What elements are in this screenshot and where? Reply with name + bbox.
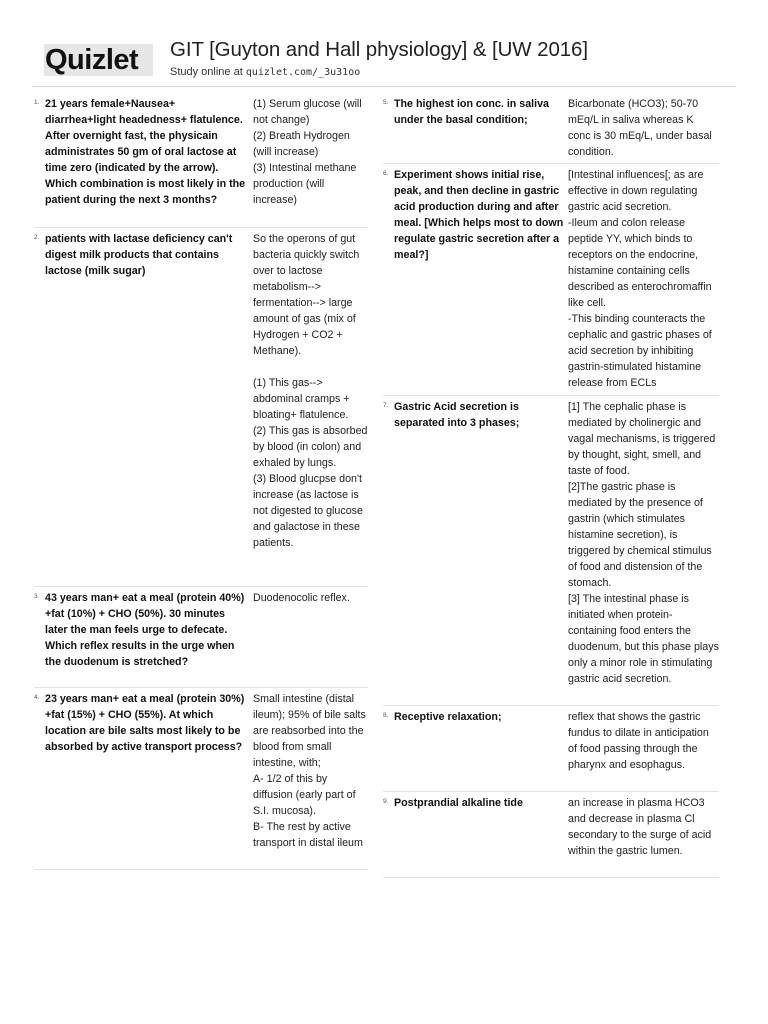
card-term: 21 years female+Nausea+ diarrhea+light headedness+ flatulence. After overnight fast, the physicain administrates 50 gm of oral lactose at time zero (indicated by the arrow). Which combination is most likely in the patient during the next 3 months?: [45, 98, 246, 206]
card-definition: (1) Serum glucose (will not change) (2) Breath Hydrogen (will increase) (3) Intestinal methane production (will increase): [253, 98, 362, 206]
card-definition: Small intestine (distal ileum); 95% of bile salts are reabsorbed into the blood from small intestine, with; A- 1/2 of this by diffusion (early part of S.I. mucosa). B- The rest by active transport in distal ileum: [253, 693, 366, 849]
flashcard-9: [383, 792, 719, 878]
flashcard-4: [34, 688, 368, 870]
card-number: 9.: [383, 798, 389, 805]
card-term: 23 years man+ eat a meal (protein 30%) +fat (15%) + CHO (55%). At which location are bile salts most likely to be absorbed by active transport process?: [45, 693, 245, 753]
flashcard-8: [383, 706, 719, 792]
study-online-label: Study online at: [170, 66, 246, 78]
card-term: 43 years man+ eat a meal (protein 40%) +fat (10%) + CHO (50%). 30 minutes later the man feels urge to defecate. Which reflex results in the urge when the duodenum is stretched?: [45, 592, 245, 668]
flashcard-5: [383, 93, 719, 164]
study-online-line: [170, 66, 360, 78]
study-url-link[interactable]: quizlet.com/_3u31oo: [245, 67, 361, 78]
flashcard-1: [34, 93, 368, 228]
flashcard-7: [383, 396, 719, 706]
card-term: The highest ion conc. in saliva under the basal condition;: [394, 98, 550, 126]
card-number: 8.: [383, 712, 389, 719]
card-number: 4.: [34, 694, 40, 701]
card-definition: reflex that shows the gastric fundus to dilate in anticipation of food passing through the pharynx and esophagus.: [568, 711, 709, 771]
card-term: patients with lactase deficiency can't digest milk products that contains lactose (milk sugar): [45, 233, 233, 277]
card-number: 6.: [383, 170, 389, 177]
card-definition: So the operons of gut bacteria quickly switch over to lactose metabolism--> fermentation--> large amount of gas (mix of Hydrogen + CO2 + Methane). (1) This gas--> abdominal cramps + bloating+ flatulence. (2) This gas is absorbed by blood (in colon) and exhaled by lungs. (3) Blood glucpse don't increase (as lactose is not digested to glucose and galactose in these patients.: [253, 233, 368, 549]
card-number: 5.: [383, 99, 389, 106]
page-title: GIT [Guyton and Hall physiology] & [UW 2016]: [170, 38, 588, 61]
header-divider: [32, 86, 736, 87]
card-term: Gastric Acid secretion is separated into 3 phases;: [394, 401, 520, 429]
card-number: 1.: [34, 99, 40, 106]
card-definition: an increase in plasma HCO3 and decrease in plasma Cl secondary to the surge of acid within the gastric lumen.: [568, 797, 712, 857]
quizlet-logo: Quizlet: [44, 44, 153, 76]
card-term: Postprandial alkaline tide: [394, 797, 523, 809]
card-definition: Bicarbonate (HCO3); 50-70 mEq/L in saliva whereas K conc is 30 mEq/L, under basal condition.: [568, 98, 712, 158]
flashcard-6: [383, 164, 719, 396]
flashcard-3: [34, 587, 368, 688]
flashcard-2: [34, 228, 368, 587]
card-definition: [1] The cephalic phase is mediated by cholinergic and vagal mechanisms, is triggered by thought, sight, smell, and taste of food. [2]The gastric phase is mediated by the presence of gastrin (which stimulates histamine secretion), is triggered by chemical stimulus of food and distension of the stomach. [3] The intestinal phase is initiated when protein-containing food enters the duodenum, but this phase plays only a minor role in stimulating gastric acid secretion.: [568, 401, 719, 685]
card-definition: Duodenocolic reflex.: [253, 592, 350, 604]
card-number: 2.: [34, 234, 40, 241]
card-term: Experiment shows initial rise, peak, and then decline in gastric acid production during and after meal. [Which helps most to down regulate gastric secretion after a meal?]: [394, 169, 564, 261]
card-term: Receptive relaxation;: [394, 711, 502, 723]
right-column: [383, 93, 719, 878]
card-definition: [Intestinal influences[; as are effective in down regulating gastric acid secretion. -Ileum and colon release peptide YY, which binds to receptors on the endocrine, histamine containing cells described as enterochromaffin like cell. -This binding counteracts the cephalic and gastric phases of acid secretion by inhibiting gastrin-stimulated histamine release from ECLs: [568, 169, 712, 389]
card-number: 7.: [383, 402, 389, 409]
left-column: [34, 93, 368, 870]
card-number: 3.: [34, 593, 40, 600]
